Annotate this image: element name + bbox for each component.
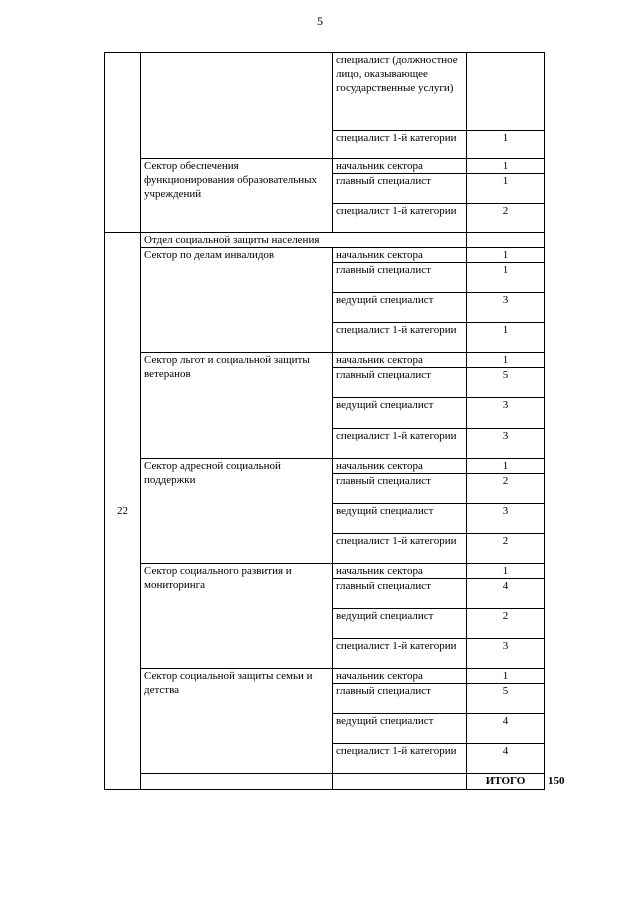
row-number: 22	[105, 233, 141, 790]
position-cell: специалист 1-й категории	[333, 131, 467, 159]
page-number: 5	[317, 14, 323, 28]
count-cell: 3	[467, 293, 545, 323]
position-cell: главный специалист	[333, 684, 467, 714]
position-cell: ведущий специалист	[333, 398, 467, 429]
count-cell: 5	[467, 368, 545, 398]
count-cell: 2	[467, 609, 545, 639]
count-cell: 1	[467, 131, 545, 159]
position-cell: главный специалист	[333, 174, 467, 204]
count-cell: 1	[467, 459, 545, 474]
count-cell: 1	[467, 263, 545, 293]
count-cell: 1	[467, 248, 545, 263]
unit-name: Сектор по делам инвалидов	[141, 248, 333, 353]
total-label: ИТОГО	[467, 774, 545, 790]
total-blank-cell	[141, 774, 333, 790]
count-cell: 3	[467, 429, 545, 459]
position-cell: главный специалист	[333, 368, 467, 398]
count-cell: 5	[467, 684, 545, 714]
unit-cell	[141, 53, 333, 159]
table-row	[105, 233, 545, 248]
count-cell: 2	[467, 534, 545, 564]
count-cell: 1	[467, 564, 545, 579]
table-row	[105, 353, 545, 368]
unit-name: Сектор льгот и социальной защиты ветеранов	[141, 353, 333, 459]
unit-name: Сектор социальной защиты семьи и детства	[141, 669, 333, 774]
count-cell: 1	[467, 323, 545, 353]
count-cell: 1	[467, 353, 545, 368]
position-cell: начальник сектора	[333, 459, 467, 474]
position-cell: начальник сектора	[333, 248, 467, 263]
position-cell: ведущий специалист	[333, 609, 467, 639]
position-cell: специалист 1-й категории	[333, 429, 467, 459]
count-cell: 4	[467, 579, 545, 609]
position-cell: главный специалист	[333, 474, 467, 504]
position-cell: специалист (должностное лицо, оказывающее государственные услуги)	[333, 53, 467, 131]
count-cell: 2	[467, 204, 545, 233]
department-title: Отдел социальной защиты населения	[141, 233, 467, 248]
position-cell: начальник сектора	[333, 669, 467, 684]
count-cell: 2	[467, 474, 545, 504]
table-row	[105, 248, 545, 263]
position-cell: специалист 1-й категории	[333, 204, 467, 233]
position-cell: специалист 1-й категории	[333, 534, 467, 564]
position-cell: начальник сектора	[333, 159, 467, 174]
table-row	[105, 459, 545, 474]
count-cell	[467, 233, 545, 248]
count-cell: 3	[467, 639, 545, 669]
position-cell: главный специалист	[333, 579, 467, 609]
position-cell: начальник сектора	[333, 353, 467, 368]
table-row	[105, 564, 545, 579]
position-cell: специалист 1-й категории	[333, 323, 467, 353]
unit-name: Сектор адресной социальной поддержки	[141, 459, 333, 564]
row-number-cell	[105, 53, 141, 233]
position-cell: ведущий специалист	[333, 504, 467, 534]
position-cell: начальник сектора	[333, 564, 467, 579]
table-row	[105, 159, 545, 174]
count-cell: 3	[467, 504, 545, 534]
count-cell: 1	[467, 669, 545, 684]
position-cell: специалист 1-й категории	[333, 639, 467, 669]
staff-table	[104, 52, 565, 790]
count-cell: 3	[467, 398, 545, 429]
position-cell: главный специалист	[333, 263, 467, 293]
unit-name: Сектор обеспечения функционирования образовательных учреждений	[141, 159, 333, 233]
table-row	[105, 53, 545, 131]
total-row: ИТОГО 150	[105, 774, 545, 790]
count-cell: 4	[467, 714, 545, 744]
count-cell: 1	[467, 159, 545, 174]
count-cell: 4	[467, 744, 545, 774]
position-cell: ведущий специалист	[333, 293, 467, 323]
unit-name: Сектор социального развития и мониторинга	[141, 564, 333, 669]
position-cell: специалист 1-й категории	[333, 744, 467, 774]
total-blank-cell	[333, 774, 467, 790]
count-cell	[467, 53, 545, 131]
count-cell: 1	[467, 174, 545, 204]
position-cell: ведущий специалист	[333, 714, 467, 744]
table-row	[105, 669, 545, 684]
